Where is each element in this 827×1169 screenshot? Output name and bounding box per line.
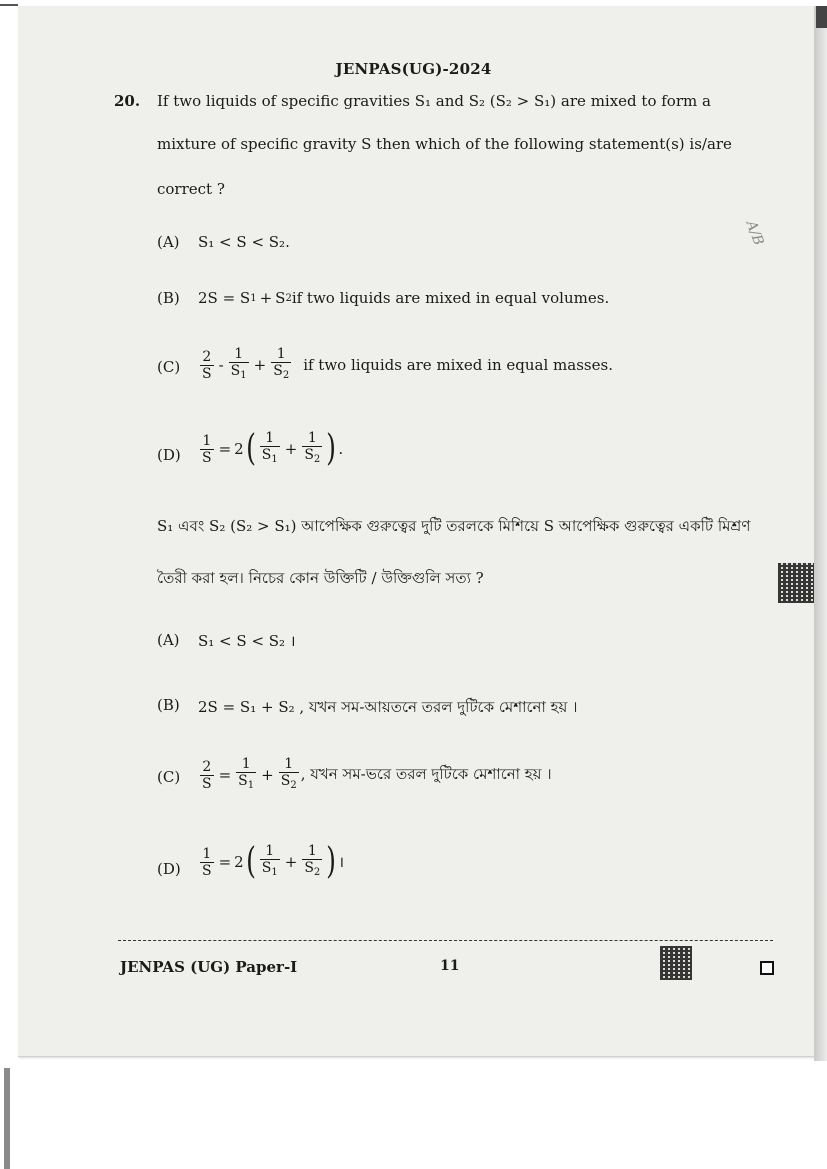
fraction: [200, 846, 214, 879]
question-number: 20.: [114, 92, 141, 110]
bengali-question-line-1: S₁ এবং S₂ (S₂ > S₁) আপেক্ষিক গুরুত্বের দুটি তরলকে মিশিয়ে S আপেক্ষিক গুরুত্বের একটি মিশ্রণ: [157, 517, 751, 535]
equals-sign: =: [218, 853, 232, 871]
denominator: $S_2$: [271, 362, 291, 384]
denominator: S: [202, 775, 212, 792]
exam-header-title: JENPAS(UG)-2024: [335, 60, 492, 78]
option-b-label: (B): [157, 289, 180, 307]
option-b-text: [198, 289, 609, 307]
numerator: 1: [265, 430, 275, 446]
numerator: 1: [307, 430, 317, 446]
numerator: 1: [276, 346, 286, 362]
option-d-formula: [198, 430, 343, 468]
numerator: 2: [202, 758, 212, 775]
coefficient: 2: [234, 853, 244, 871]
fraction: [236, 756, 256, 794]
option-d-suffix: .: [338, 440, 344, 458]
bn-option-a-label: (A): [157, 631, 180, 649]
bn-option-b-label: (B): [157, 696, 180, 714]
denominator: $S_1$: [236, 772, 256, 794]
denominator: $S_1$: [260, 446, 280, 468]
option-b-condition: if two liquids are mixed in equal volumes.: [291, 289, 610, 307]
bn-option-c-formula: [198, 756, 552, 794]
equals-sign: =: [218, 766, 232, 784]
page-edge-left: [4, 1068, 10, 1169]
right-paren: ): [326, 428, 337, 469]
page-edge-top-right: [816, 6, 827, 28]
denominator: S: [202, 449, 212, 466]
subscript: 2: [285, 292, 292, 304]
denominator: S: [202, 862, 212, 879]
bn-option-d-label: (D): [157, 860, 181, 878]
plus-sign: +: [253, 356, 267, 374]
bn-option-b-text: 2S = S₁ + S₂ , যখন সম-আয়তনে তরল দুটিকে মেশানো হয় ।: [198, 698, 578, 716]
numerator: 1: [284, 756, 294, 772]
plus-sign: +: [284, 440, 298, 458]
bn-option-c-condition: , যখন সম-ভরে তরল দুটিকে মেশানো হয় ।: [300, 764, 552, 783]
numerator: 1: [202, 432, 212, 449]
checkbox-square-icon: [760, 961, 774, 975]
left-paren: (: [245, 841, 256, 882]
footer-paper-name: JENPAS (UG) Paper-I: [120, 958, 298, 976]
denominator: $S_2$: [302, 859, 322, 881]
fraction: [260, 430, 280, 468]
bn-option-a-text: S₁ < S < S₂ ।: [198, 632, 296, 650]
option-c-label: (C): [157, 358, 181, 376]
right-paren: ): [326, 841, 337, 882]
numerator: 1: [234, 346, 244, 362]
fraction: [271, 346, 291, 384]
page-number: 11: [440, 958, 460, 974]
fraction: [229, 346, 249, 384]
handwritten-mark: A/B: [742, 218, 767, 248]
left-paren: (: [245, 428, 256, 469]
numerator: 1: [202, 845, 212, 862]
numerator: 1: [307, 843, 317, 859]
page-edge-right: [814, 6, 827, 1061]
bn-option-c-label: (C): [157, 768, 181, 786]
option-b-equation: 2S = S: [198, 289, 251, 307]
denominator: $S_2$: [279, 772, 299, 794]
page-edge-top-left: [0, 4, 18, 6]
numerator: 1: [265, 843, 275, 859]
bn-option-d-suffix: ।: [338, 853, 345, 871]
denominator: S: [202, 365, 212, 382]
denominator: $S_1$: [229, 362, 249, 384]
denominator: $S_2$: [302, 446, 322, 468]
plus-sign: +: [284, 853, 298, 871]
bengali-question-line-2: তৈরী করা হল। নিচের কোন উক্তিটি / উক্তিগুলি সত্য ?: [157, 569, 484, 587]
question-text-line-1: If two liquids of specific gravities S₁ and S₂ (S₂ > S₁) are mixed to form a: [157, 92, 711, 110]
fraction: [200, 433, 214, 466]
qr-code-icon: [778, 563, 814, 603]
fraction: [302, 430, 322, 468]
option-a-label: (A): [157, 233, 180, 251]
plus-sign: +: [261, 766, 274, 784]
fraction: [260, 843, 280, 881]
option-c-formula: [198, 346, 613, 384]
denominator: $S_1$: [260, 859, 280, 881]
equals-sign: =: [218, 440, 232, 458]
subscript: 1: [250, 292, 257, 304]
fraction: [279, 756, 299, 794]
option-d-label: (D): [157, 446, 181, 464]
fraction: [302, 843, 322, 881]
numerator: 2: [202, 348, 212, 365]
plus-sign: +: [259, 289, 273, 307]
symbol-s: S: [275, 289, 286, 307]
question-text-line-2: mixture of specific gravity S then which of the following statement(s) is/are: [157, 135, 732, 153]
option-c-condition: if two liquids are mixed in equal masses.: [303, 356, 613, 374]
coefficient: 2: [234, 440, 244, 458]
fraction: [200, 759, 214, 792]
datamatrix-code-icon: [660, 946, 692, 980]
option-a-text: S₁ < S < S₂.: [198, 233, 290, 251]
fraction: [200, 349, 214, 382]
bn-option-d-formula: [198, 843, 344, 881]
question-text-line-3: correct ?: [157, 180, 225, 198]
minus-sign: -: [218, 356, 224, 374]
numerator: 1: [241, 756, 251, 772]
footer-divider: [118, 940, 773, 941]
